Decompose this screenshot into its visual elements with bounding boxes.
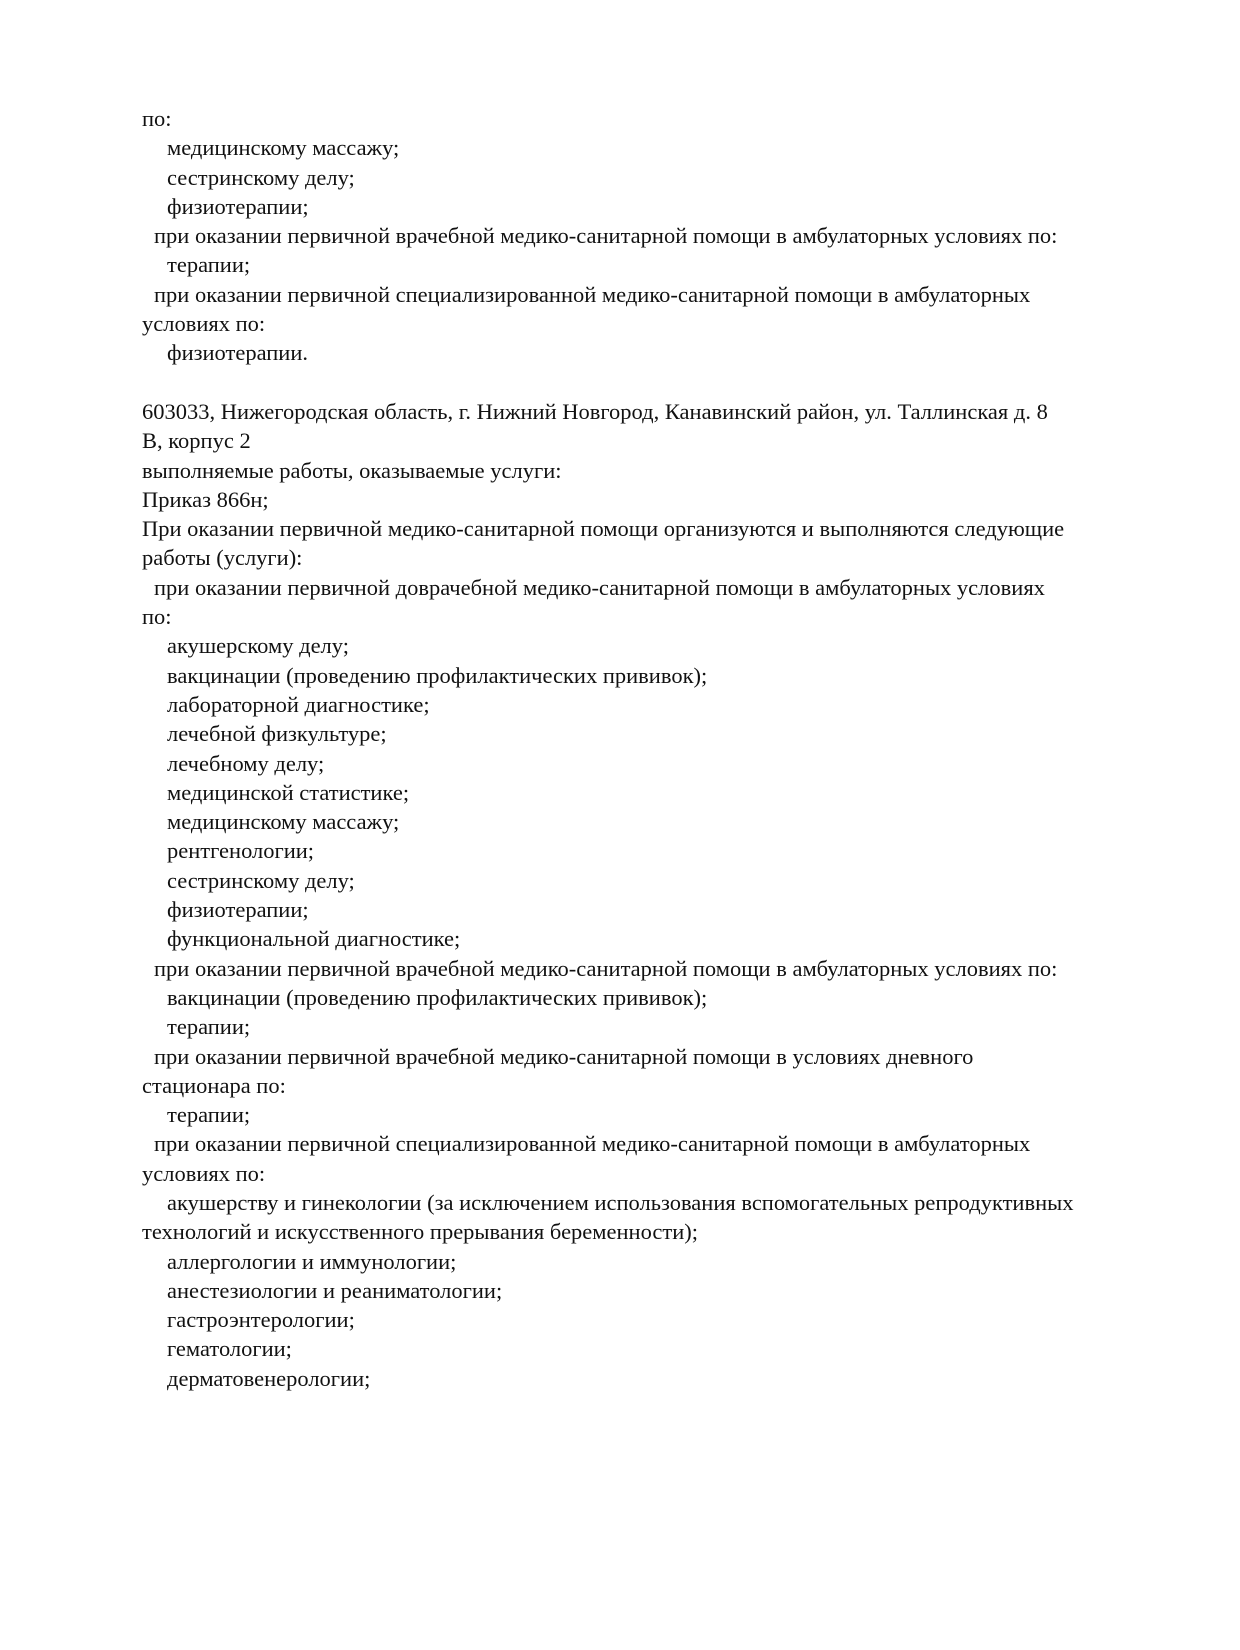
text-line: условиях по: xyxy=(142,1160,266,1186)
text-line: гастроэнтерологии; xyxy=(167,1307,355,1333)
text-line: физиотерапии; xyxy=(167,193,309,219)
text-line: терапии; xyxy=(167,1102,251,1128)
text-line: по: xyxy=(142,106,172,131)
text-line: при оказании первичной доврачебной медико-санитарной помощи в амбулаторных условиях xyxy=(154,574,1045,600)
text-line: по: xyxy=(142,604,172,630)
text-line: Приказ 866н; xyxy=(142,486,269,512)
text-line: дерматовенерологии; xyxy=(167,1365,371,1391)
text-line: сестринскому делу; xyxy=(167,867,355,893)
text-line: лечебной физкультуре; xyxy=(167,721,387,747)
text-line: при оказании первичной специализированной медико-санитарной помощи в амбулаторных xyxy=(154,1131,1031,1157)
text-line: медицинскому массажу; xyxy=(167,135,400,161)
text-line: вакцинации (проведению профилактических прививок); xyxy=(167,984,708,1010)
text-line: терапии; xyxy=(167,1014,251,1040)
text-line: медицинскому массажу; xyxy=(167,809,400,835)
text-line: рентгенологии; xyxy=(167,838,315,864)
text-line: при оказании первичной врачебной медико-санитарной помощи в условиях дневного xyxy=(154,1043,974,1069)
text-line: технологий и искусственного прерывания беременности); xyxy=(142,1219,699,1245)
text-line: физиотерапии. xyxy=(167,340,309,366)
text-line: при оказании первичной врачебной медико-санитарной помощи в амбулаторных условиях по: xyxy=(154,955,1058,981)
text-line: гематологии; xyxy=(167,1336,292,1362)
text-line: физиотерапии; xyxy=(167,897,309,923)
services-block-continued xyxy=(142,104,1142,368)
text-line: 603033, Нижегородская область, г. Нижний Новгород, Канавинский район, ул. Таллинская д. 8 xyxy=(142,398,1048,424)
text-line: стационара по: xyxy=(142,1072,286,1098)
text-line: терапии; xyxy=(167,252,251,278)
document-page xyxy=(142,104,1142,1393)
text-line: при оказании первичной специализированной медико-санитарной помощи в амбулаторных xyxy=(154,281,1031,307)
text-line: В, корпус 2 xyxy=(142,428,251,454)
text-line: выполняемые работы, оказываемые услуги: xyxy=(142,457,562,483)
text-line: При оказании первичной медико-санитарной помощи организуются и выполняются следующие xyxy=(142,516,1065,542)
paragraph-gap xyxy=(142,368,1142,397)
text-line: акушерству и гинекологии (за исключением использования вспомогательных репродуктивных xyxy=(167,1189,1074,1215)
text-line: условиях по: xyxy=(142,311,266,337)
text-line: вакцинации (проведению профилактических прививок); xyxy=(167,662,708,688)
text-line: лечебному делу; xyxy=(167,750,325,776)
text-line: функциональной диагностике; xyxy=(167,926,461,952)
text-line: анестезиологии и реаниматологии; xyxy=(167,1277,503,1303)
text-line: работы (услуги): xyxy=(142,545,303,571)
text-line: аллергологии и иммунологии; xyxy=(167,1248,457,1274)
text-line: акушерскому делу; xyxy=(167,633,349,659)
text-line: лабораторной диагностике; xyxy=(167,691,430,717)
text-line: при оказании первичной врачебной медико-санитарной помощи в амбулаторных условиях по: xyxy=(154,223,1058,249)
address-services-block xyxy=(142,397,1142,1393)
text-line: сестринскому делу; xyxy=(167,164,355,190)
text-line: медицинской статистике; xyxy=(167,779,410,805)
